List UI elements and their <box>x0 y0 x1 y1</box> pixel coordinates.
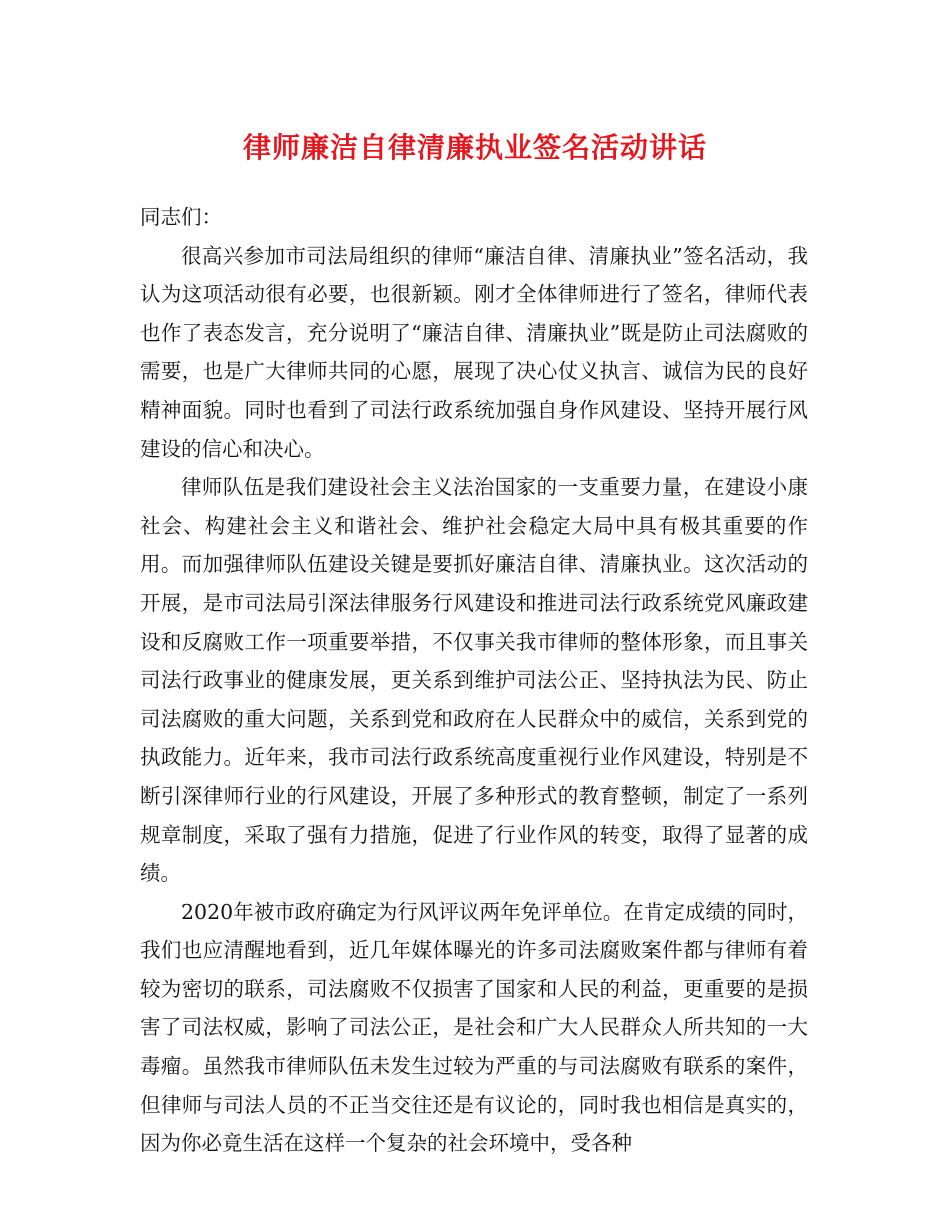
paragraph-3: 2020年被市政府确定为行风评议两年免评单位。在肯定成绩的同时，我们也应清醒地看到，近几年媒体曝光的许多司法腐败案件都与律师有着较为密切的联系，司法腐败不仅损害了国家和人民的利益，更重要的是损害了司法权威，影响了司法公正，是社会和广大人民群众人所共知的一大毒瘤。虽然我市律师队伍未发生过较为严重的与司法腐败有联系的案件，但律师与司法人员的不正当交往还是有议论的，同时我也相信是真实的，因为你必竟生活在这样一个复杂的社会环境中，受各种 <box>140 899 808 1156</box>
paragraph-1: 很高兴参加市司法局组织的律师“廉洁自律、清廉执业”签名活动，我认为这项活动很有必要，也很新颖。刚才全体律师进行了签名，律师代表也作了表态发言，充分说明了“廉洁自律、清廉执业”既是防止司法腐败的需要，也是广大律师共同的心愿，展现了决心仗义执言、诚信为民的良好精神面貌。同时也看到了司法行政系统加强自身作风建设、坚持开展行风建设的信心和决心。 <box>140 243 808 461</box>
document-title: 律师廉洁自律清廉执业签名活动讲话 <box>242 131 707 164</box>
document-body <box>140 198 808 1163</box>
salutation: 同志们： <box>140 205 222 229</box>
paragraph-2: 律师队伍是我们建设社会主义法治国家的一支重要力量，在建设小康社会、构建社会主义和谐社会、维护社会稳定大局中具有极其重要的作用。而加强律师队伍建设关键是要抓好廉洁自律、清廉执业。这次活动的开展，是市司法局引深法律服务行风建设和推进司法行政系统党风廉政建设和反腐败工作一项重要举措，不仅事关我市律师的整体形象，而且事关司法行政事业的健康发展，更关系到维护司法公正、坚持执法为民、防止司法腐败的重大问题，关系到党和政府在人民群众中的威信，关系到党的执政能力。近年来，我市司法行政系统高度重视行业作风建设，特别是不断引深律师行业的行风建设，开展了多种形式的教育整顿，制定了一系列规章制度，采取了强有力措施，促进了行业作风的转变，取得了显著的成绩。 <box>140 475 808 886</box>
